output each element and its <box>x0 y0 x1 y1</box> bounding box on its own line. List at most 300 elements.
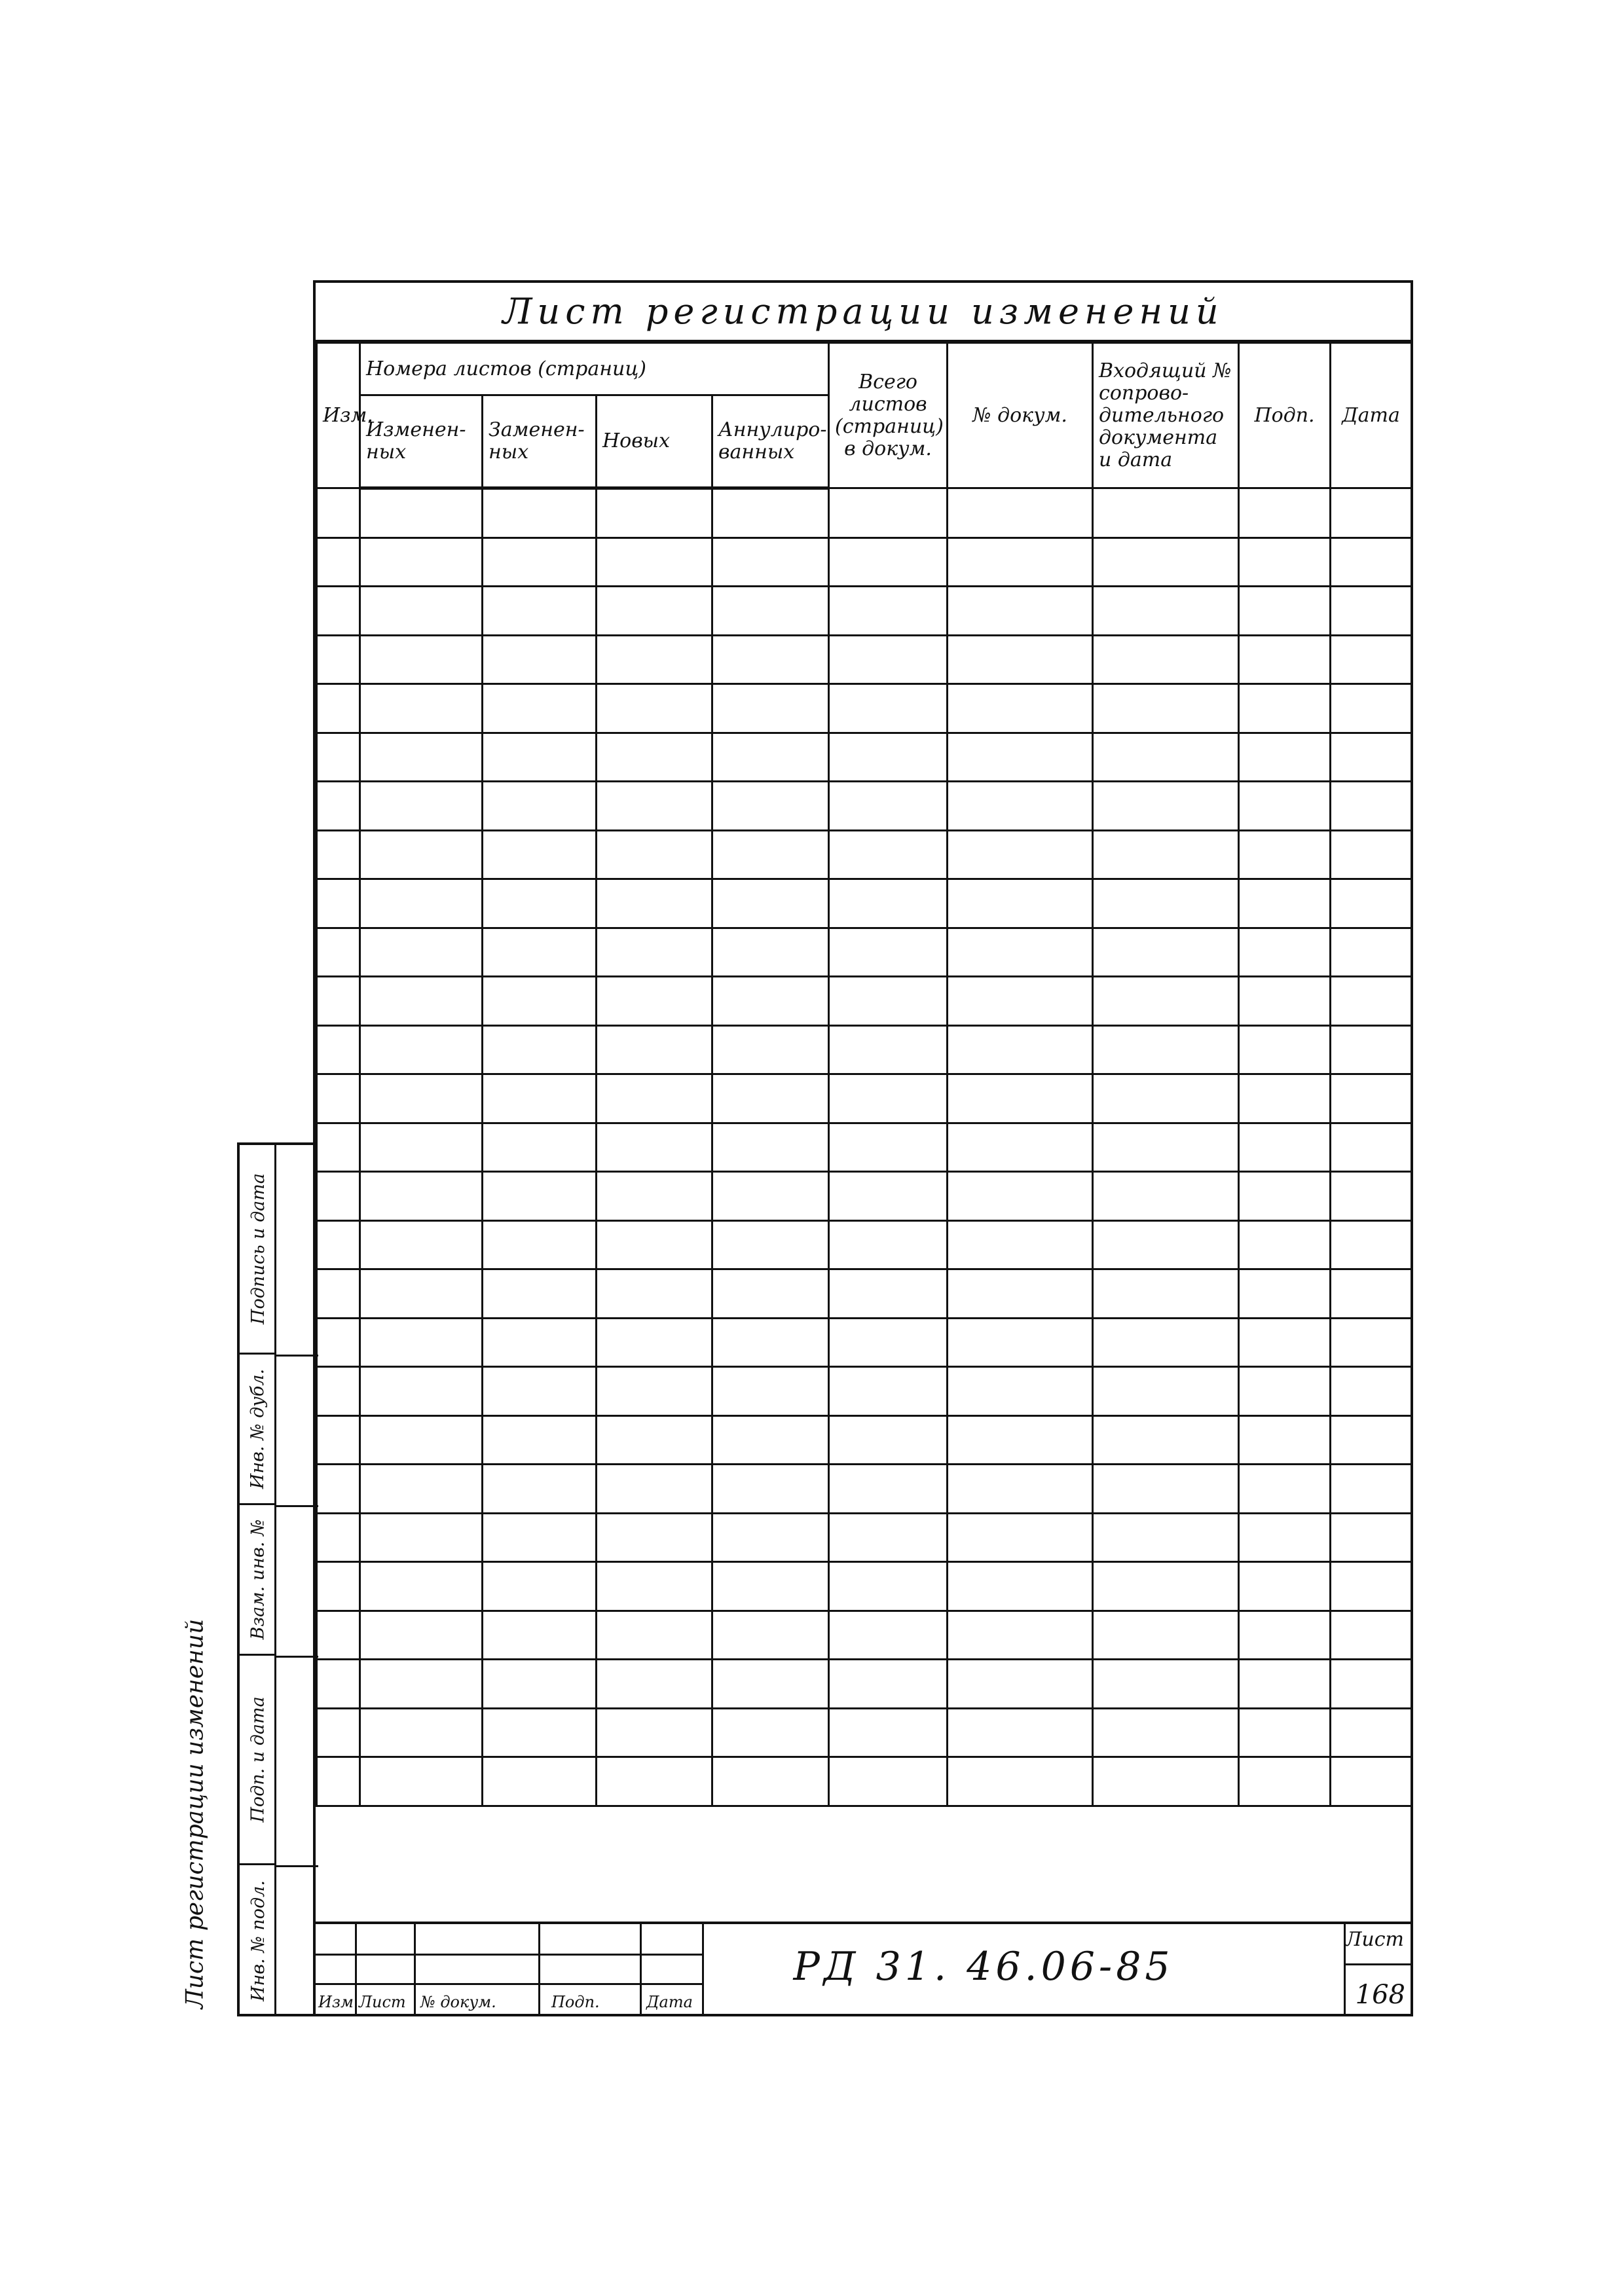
table-cell <box>829 1220 948 1269</box>
table-cell <box>1239 1562 1331 1611</box>
table-cell <box>597 635 712 684</box>
side-field-vzam-inv: Взам. инв. № <box>240 1505 276 1656</box>
table-cell <box>1331 488 1412 538</box>
table-cell <box>1239 1415 1331 1465</box>
table-cell <box>1239 1074 1331 1123</box>
col-annulirovannyh-header: Аннулиро-ванных <box>712 395 829 488</box>
table-cell <box>360 1708 483 1757</box>
table-cell <box>712 1025 829 1074</box>
title-block-stamp <box>316 1922 1411 2014</box>
table-cell <box>948 1367 1093 1416</box>
table-cell <box>1093 1465 1239 1514</box>
table-cell <box>317 1465 360 1514</box>
table-cell <box>317 587 360 636</box>
table-cell <box>1331 587 1412 636</box>
table-cell <box>829 587 948 636</box>
table-row <box>317 1172 1412 1221</box>
table-cell <box>1239 1318 1331 1367</box>
table-row <box>317 1660 1412 1709</box>
table-cell <box>1093 879 1239 928</box>
table-cell <box>948 488 1093 538</box>
table-cell <box>1331 928 1412 977</box>
table-cell <box>712 1367 829 1416</box>
table-cell <box>1331 1465 1412 1514</box>
table-cell <box>317 1367 360 1416</box>
table-cell <box>483 1074 597 1123</box>
table-cell <box>829 1611 948 1660</box>
table-cell <box>483 1708 597 1757</box>
table-cell <box>1331 1123 1412 1172</box>
table-cell <box>1093 733 1239 782</box>
table-cell <box>829 830 948 879</box>
table-cell <box>712 1611 829 1660</box>
table-cell <box>360 1757 483 1806</box>
table-cell <box>1093 1025 1239 1074</box>
table-row <box>317 1074 1412 1123</box>
page-title: Лист регистрации изменений <box>316 283 1411 342</box>
table-cell <box>1331 782 1412 831</box>
table-cell <box>317 488 360 538</box>
table-cell <box>1239 977 1331 1026</box>
table-cell <box>1093 587 1239 636</box>
table-cell <box>360 1025 483 1074</box>
table-cell <box>1093 1415 1239 1465</box>
table-cell <box>483 1415 597 1465</box>
col-podp-header: Подп. <box>1239 343 1331 488</box>
table-cell <box>829 1562 948 1611</box>
table-cell <box>948 830 1093 879</box>
table-cell <box>1331 1074 1412 1123</box>
table-cell <box>1239 488 1331 538</box>
table-row <box>317 830 1412 879</box>
col-nomer-dokum-header: № докум. <box>948 343 1093 488</box>
table-cell <box>1239 1123 1331 1172</box>
table-cell <box>829 782 948 831</box>
table-cell <box>597 977 712 1026</box>
table-cell <box>1093 977 1239 1026</box>
col-zamenennyh-header: Заменен-ных <box>483 395 597 488</box>
table-cell <box>597 538 712 587</box>
table-cell <box>483 782 597 831</box>
table-cell <box>948 1757 1093 1806</box>
table-cell <box>317 977 360 1026</box>
table-row <box>317 1757 1412 1806</box>
table-cell <box>712 1074 829 1123</box>
table-cell <box>317 1513 360 1562</box>
table-cell <box>1239 1172 1331 1221</box>
table-cell <box>483 587 597 636</box>
table-cell <box>597 1123 712 1172</box>
table-cell <box>948 1318 1093 1367</box>
table-cell <box>829 684 948 733</box>
table-cell <box>1331 1220 1412 1269</box>
table-cell <box>1093 1074 1239 1123</box>
table-cell <box>948 1025 1093 1074</box>
table-cell <box>317 928 360 977</box>
table-cell <box>1093 488 1239 538</box>
table-cell <box>1093 1611 1239 1660</box>
table-cell <box>1093 782 1239 831</box>
table-row <box>317 538 1412 587</box>
table-cell <box>597 1757 712 1806</box>
table-cell <box>1093 1123 1239 1172</box>
table-cell <box>317 879 360 928</box>
table-cell <box>948 538 1093 587</box>
table-row <box>317 879 1412 928</box>
table-cell <box>1331 538 1412 587</box>
table-cell <box>1331 879 1412 928</box>
table-cell <box>948 1660 1093 1709</box>
table-cell <box>1239 1757 1331 1806</box>
table-cell <box>1331 1025 1412 1074</box>
table-row <box>317 733 1412 782</box>
table-cell <box>483 928 597 977</box>
table-cell <box>317 782 360 831</box>
table-cell <box>829 635 948 684</box>
table-row <box>317 782 1412 831</box>
table-cell <box>317 1220 360 1269</box>
table-cell <box>1331 977 1412 1026</box>
col-data-header: Дата <box>1331 343 1412 488</box>
table-cell <box>360 1465 483 1514</box>
table-cell <box>829 538 948 587</box>
table-cell <box>317 1074 360 1123</box>
table-cell <box>360 488 483 538</box>
table-cell <box>1093 1172 1239 1221</box>
table-cell <box>1331 684 1412 733</box>
table-cell <box>948 733 1093 782</box>
table-cell <box>1331 1513 1412 1562</box>
table-row <box>317 684 1412 733</box>
table-row <box>317 977 1412 1026</box>
table-cell <box>712 1465 829 1514</box>
table-cell <box>597 1611 712 1660</box>
table-cell <box>829 1367 948 1416</box>
table-cell <box>317 635 360 684</box>
table-cell <box>597 928 712 977</box>
col-izmenennyh-header: Изменен-ных <box>360 395 483 488</box>
table-cell <box>712 488 829 538</box>
table-cell <box>360 1562 483 1611</box>
table-row <box>317 1123 1412 1172</box>
table-cell <box>597 1220 712 1269</box>
table-cell <box>1239 1220 1331 1269</box>
table-cell <box>829 1708 948 1757</box>
table-cell <box>829 1318 948 1367</box>
stamp-label-nomer-dokum: № докум. <box>420 1993 496 2011</box>
table-cell <box>360 830 483 879</box>
table-cell <box>317 1660 360 1709</box>
table-cell <box>360 1660 483 1709</box>
table-cell <box>1331 1611 1412 1660</box>
table-cell <box>948 587 1093 636</box>
table-cell <box>1093 1708 1239 1757</box>
table-cell <box>829 733 948 782</box>
table-cell <box>712 1415 829 1465</box>
table-cell <box>317 1318 360 1367</box>
table-cell <box>597 1708 712 1757</box>
table-cell <box>597 587 712 636</box>
table-cell <box>317 1172 360 1221</box>
table-cell <box>948 1172 1093 1221</box>
table-cell <box>483 1172 597 1221</box>
table-cell <box>317 733 360 782</box>
table-cell <box>483 830 597 879</box>
table-cell <box>317 1757 360 1806</box>
table-cell <box>597 488 712 538</box>
table-cell <box>1239 928 1331 977</box>
table-cell <box>1239 587 1331 636</box>
table-cell <box>597 1513 712 1562</box>
table-cell <box>948 879 1093 928</box>
stamp-label-data: Дата <box>646 1993 693 2011</box>
table-cell <box>1331 1318 1412 1367</box>
table-cell <box>483 1465 597 1514</box>
table-cell <box>829 1660 948 1709</box>
table-cell <box>829 1074 948 1123</box>
col-novyh-header: Новых <box>597 395 712 488</box>
table-cell <box>1093 1562 1239 1611</box>
table-cell <box>948 684 1093 733</box>
col-izm-header: Изм. <box>317 343 360 488</box>
table-cell <box>712 1172 829 1221</box>
table-cell <box>1093 684 1239 733</box>
table-cell <box>360 538 483 587</box>
side-caption-text: Лист регистрации изменений <box>181 1618 209 2009</box>
table-cell <box>1093 830 1239 879</box>
table-cell <box>1239 1025 1331 1074</box>
side-fields-block <box>237 1142 316 2016</box>
table-cell <box>712 587 829 636</box>
table-cell <box>712 1757 829 1806</box>
side-field-podpis-i-data: Подпись и дата <box>240 1145 276 1355</box>
table-cell <box>948 1074 1093 1123</box>
table-cell <box>1239 1611 1331 1660</box>
table-cell <box>483 488 597 538</box>
table-cell <box>597 684 712 733</box>
table-cell <box>712 977 829 1026</box>
table-cell <box>1093 538 1239 587</box>
table-cell <box>483 1757 597 1806</box>
table-cell <box>1331 1172 1412 1221</box>
side-field-inv-podl: Инв. № подл. <box>248 1880 268 2001</box>
table-cell <box>712 538 829 587</box>
table-row <box>317 1025 1412 1074</box>
table-cell <box>317 1269 360 1319</box>
table-cell <box>829 928 948 977</box>
table-cell <box>317 830 360 879</box>
col-nomera-header: Номера листов (страниц) <box>360 343 829 395</box>
table-cell <box>317 1415 360 1465</box>
table-cell <box>1239 1269 1331 1319</box>
table-cell <box>597 1465 712 1514</box>
table-cell <box>597 1269 712 1319</box>
table-cell <box>712 782 829 831</box>
table-cell <box>317 1562 360 1611</box>
side-field-inv-dubl: Инв. № дубл. <box>240 1355 276 1505</box>
table-cell <box>712 733 829 782</box>
table-cell <box>948 1562 1093 1611</box>
table-cell <box>1331 1415 1412 1465</box>
table-cell <box>1239 830 1331 879</box>
table-cell <box>829 1123 948 1172</box>
table-cell <box>317 1025 360 1074</box>
table-cell <box>597 1074 712 1123</box>
table-cell <box>712 830 829 879</box>
table-cell <box>597 879 712 928</box>
col-vhodyashchiy-header: Входящий № сопрово-дительного документа и дата <box>1093 343 1239 488</box>
table-cell <box>829 1513 948 1562</box>
table-cell <box>1093 1220 1239 1269</box>
table-cell <box>1239 635 1331 684</box>
table-cell <box>483 1611 597 1660</box>
table-cell <box>483 1660 597 1709</box>
table-cell <box>1093 1367 1239 1416</box>
table-cell <box>712 1562 829 1611</box>
table-cell <box>1093 928 1239 977</box>
table-cell <box>1239 1513 1331 1562</box>
table-cell <box>483 733 597 782</box>
table-cell <box>483 635 597 684</box>
table-row <box>317 1220 1412 1269</box>
table-cell <box>360 1513 483 1562</box>
table-cell <box>1093 1757 1239 1806</box>
change-registration-table <box>316 342 1412 1807</box>
table-cell <box>712 1269 829 1319</box>
table-cell <box>483 1367 597 1416</box>
table-cell <box>597 733 712 782</box>
table-row <box>317 1562 1412 1611</box>
table-cell <box>597 782 712 831</box>
table-cell <box>483 1220 597 1269</box>
table-cell <box>597 830 712 879</box>
table-cell <box>712 1708 829 1757</box>
table-cell <box>360 1318 483 1367</box>
table-cell <box>1239 1465 1331 1514</box>
stamp-sheet-number: 168 <box>1355 1980 1405 2010</box>
side-field-podp-i-data: Подп. и дата <box>240 1656 276 1865</box>
table-row <box>317 488 1412 538</box>
table-cell <box>829 488 948 538</box>
table-cell <box>317 1123 360 1172</box>
table-row <box>317 635 1412 684</box>
table-cell <box>829 1172 948 1221</box>
table-cell <box>1093 635 1239 684</box>
table-row <box>317 1708 1412 1757</box>
table-cell <box>1331 1269 1412 1319</box>
table-cell <box>360 1220 483 1269</box>
table-cell <box>829 1025 948 1074</box>
table-cell <box>360 879 483 928</box>
table-cell <box>1331 830 1412 879</box>
table-cell <box>360 782 483 831</box>
table-cell <box>948 1708 1093 1757</box>
table-row <box>317 1513 1412 1562</box>
table-cell <box>1093 1318 1239 1367</box>
table-cell <box>360 1074 483 1123</box>
table-cell <box>829 1757 948 1806</box>
table-cell <box>360 587 483 636</box>
table-cell <box>948 1269 1093 1319</box>
table-cell <box>360 635 483 684</box>
table-cell <box>483 1025 597 1074</box>
table-cell <box>317 538 360 587</box>
table-row <box>317 1318 1412 1367</box>
table-cell <box>712 1513 829 1562</box>
stamp-label-izm: Изм <box>318 1993 354 2011</box>
table-cell <box>948 782 1093 831</box>
table-cell <box>360 684 483 733</box>
stamp-sheet-label: Лист <box>1345 1928 1404 1951</box>
table-cell <box>1239 733 1331 782</box>
table-cell <box>948 1465 1093 1514</box>
table-cell <box>712 1220 829 1269</box>
table-cell <box>948 635 1093 684</box>
table-cell <box>712 1660 829 1709</box>
table-cell <box>1331 733 1412 782</box>
table-row <box>317 1611 1412 1660</box>
table-cell <box>483 684 597 733</box>
table-cell <box>1239 538 1331 587</box>
table-cell <box>1331 1562 1412 1611</box>
table-cell <box>483 1513 597 1562</box>
side-fields-strip <box>240 1145 276 2014</box>
table-cell <box>1331 635 1412 684</box>
table-cell <box>483 1123 597 1172</box>
table-cell <box>712 1318 829 1367</box>
table-cell <box>829 1269 948 1319</box>
table-cell <box>1239 1660 1331 1709</box>
table-cell <box>1093 1660 1239 1709</box>
table-cell <box>483 1318 597 1367</box>
table-cell <box>483 977 597 1026</box>
table-cell <box>360 1367 483 1416</box>
table-cell <box>360 977 483 1026</box>
table-cell <box>317 1708 360 1757</box>
table-cell <box>597 1318 712 1367</box>
table-row <box>317 1269 1412 1319</box>
table-cell <box>1239 1367 1331 1416</box>
table-cell <box>712 684 829 733</box>
table-cell <box>948 1611 1093 1660</box>
table-cell <box>1239 879 1331 928</box>
table-cell <box>360 1123 483 1172</box>
table-cell <box>1239 684 1331 733</box>
table-cell <box>483 538 597 587</box>
table-cell <box>483 879 597 928</box>
table-row <box>317 1415 1412 1465</box>
table-cell <box>483 1562 597 1611</box>
table-cell <box>948 928 1093 977</box>
table-row <box>317 1367 1412 1416</box>
table-cell <box>1331 1757 1412 1806</box>
table-cell <box>948 1123 1093 1172</box>
col-vsego-header: Всего листов (страниц) в докум. <box>829 343 948 488</box>
table-cell <box>360 1269 483 1319</box>
table-cell <box>360 928 483 977</box>
table-cell <box>948 1513 1093 1562</box>
stamp-label-podp: Подп. <box>551 1993 600 2011</box>
table-cell <box>948 977 1093 1026</box>
table-cell <box>360 1415 483 1465</box>
table-cell <box>829 879 948 928</box>
table-cell <box>948 1415 1093 1465</box>
table-cell <box>1331 1367 1412 1416</box>
table-row <box>317 587 1412 636</box>
table-cell <box>1239 1708 1331 1757</box>
table-cell <box>317 1611 360 1660</box>
table-cell <box>597 1367 712 1416</box>
